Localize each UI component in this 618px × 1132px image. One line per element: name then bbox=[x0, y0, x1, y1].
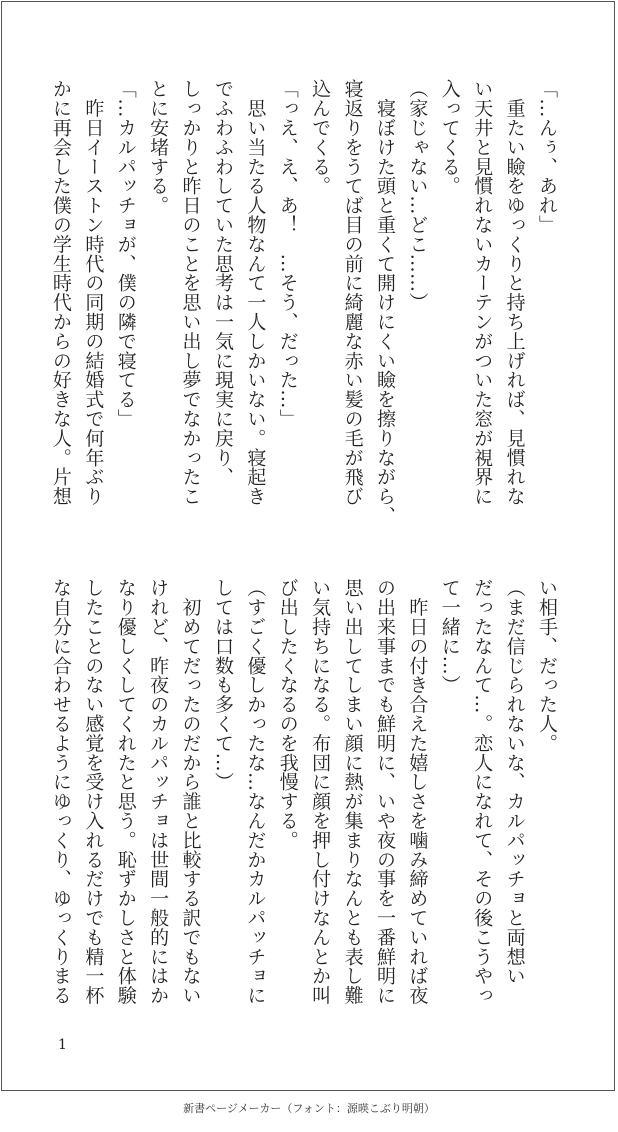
text-line: い相手、だった人。 bbox=[536, 578, 558, 753]
text-line: い気持ちになる。布団に顔を押し付けなんとか叫 bbox=[309, 578, 332, 1005]
text-line: したことのない感覚を受け入れるだけでも精一杯 bbox=[82, 578, 105, 1005]
page-frame bbox=[1, 1, 615, 1091]
text-line: な自分に合わせるようにゆっくり、ゆっくりまる bbox=[49, 578, 72, 1005]
text-line: しっかりと昨日のことを思い出し夢でなかったこ bbox=[179, 79, 202, 506]
text-line: でふわふわしていた思考は一気に現実に戻り、 bbox=[211, 79, 234, 487]
text-line: だったなんて…。恋人になれて、その後こうやっ bbox=[471, 578, 494, 1005]
text-line: なり優しくしてくれたと思う。恥ずかしさと体験 bbox=[114, 578, 137, 1005]
text-line: 重たい瞼をゆっくりと持ち上げれば、見慣れな bbox=[503, 79, 526, 506]
text-line: び出したくなるのを我慢する。 bbox=[276, 578, 299, 850]
text-line: 寝返りをうてば目の前に綺麗な赤い髪の毛が飛び bbox=[341, 79, 364, 506]
upper-text-block bbox=[45, 79, 564, 526]
text-line: 思い出してしまい顔に熱が集まりなんとも表し難 bbox=[341, 578, 364, 1005]
page-number: 1 bbox=[58, 1037, 67, 1053]
text-line: の出来事までも鮮明に、いや夜の事を一番鮮明に bbox=[373, 578, 396, 1005]
text-line: て一緒に…） bbox=[438, 578, 461, 695]
text-line: かに再会した僕の学生時代からの好きな人。片想 bbox=[49, 79, 72, 506]
text-line: 「…カルパッチョが、僕の隣で寝てる」 bbox=[114, 79, 137, 429]
text-line: （すごく優しかったな…なんだかカルパッチョに bbox=[244, 578, 267, 1005]
text-line: しては口数も多くて…） bbox=[211, 578, 234, 792]
text-line: けれど、昨夜のカルパッチョは世間一般的にはか bbox=[147, 578, 170, 1005]
text-line: 「…んぅ、あれ」 bbox=[536, 79, 558, 235]
text-line: （まだ信じられないな、カルパッチョと両想い bbox=[503, 578, 526, 986]
text-line: 昨日イーストン時代の同期の結婚式で何年ぶり bbox=[82, 79, 105, 506]
text-line: 「っえ、え、あ！ …そう、だった…」 bbox=[276, 79, 299, 429]
footer-credit: 新書ページメーカー（フォント：源暎こぶり明朝） bbox=[183, 1102, 435, 1115]
text-line: 思い当たる人物なんて一人しかいない。寝起き bbox=[244, 79, 267, 506]
text-line: い天井と見慣れないカーテンがついた窓が視界に bbox=[471, 79, 494, 506]
text-line: とに安堵する。 bbox=[147, 79, 170, 215]
text-line: 昨日の付き合えた嬉しさを噛み締めていれば夜 bbox=[406, 578, 429, 1005]
text-line: 寝ぼけた頭と重くて開けにくい瞼を擦りながら、 bbox=[373, 79, 396, 526]
lower-text-block bbox=[45, 578, 564, 1005]
text-line: 入ってくる。 bbox=[438, 79, 461, 196]
text-line: 初めてだったのだから誰と比較する訳でもない bbox=[179, 578, 202, 1005]
text-line: （家じゃない…どこ……） bbox=[406, 79, 429, 312]
text-line: 込んでくる。 bbox=[309, 79, 332, 196]
